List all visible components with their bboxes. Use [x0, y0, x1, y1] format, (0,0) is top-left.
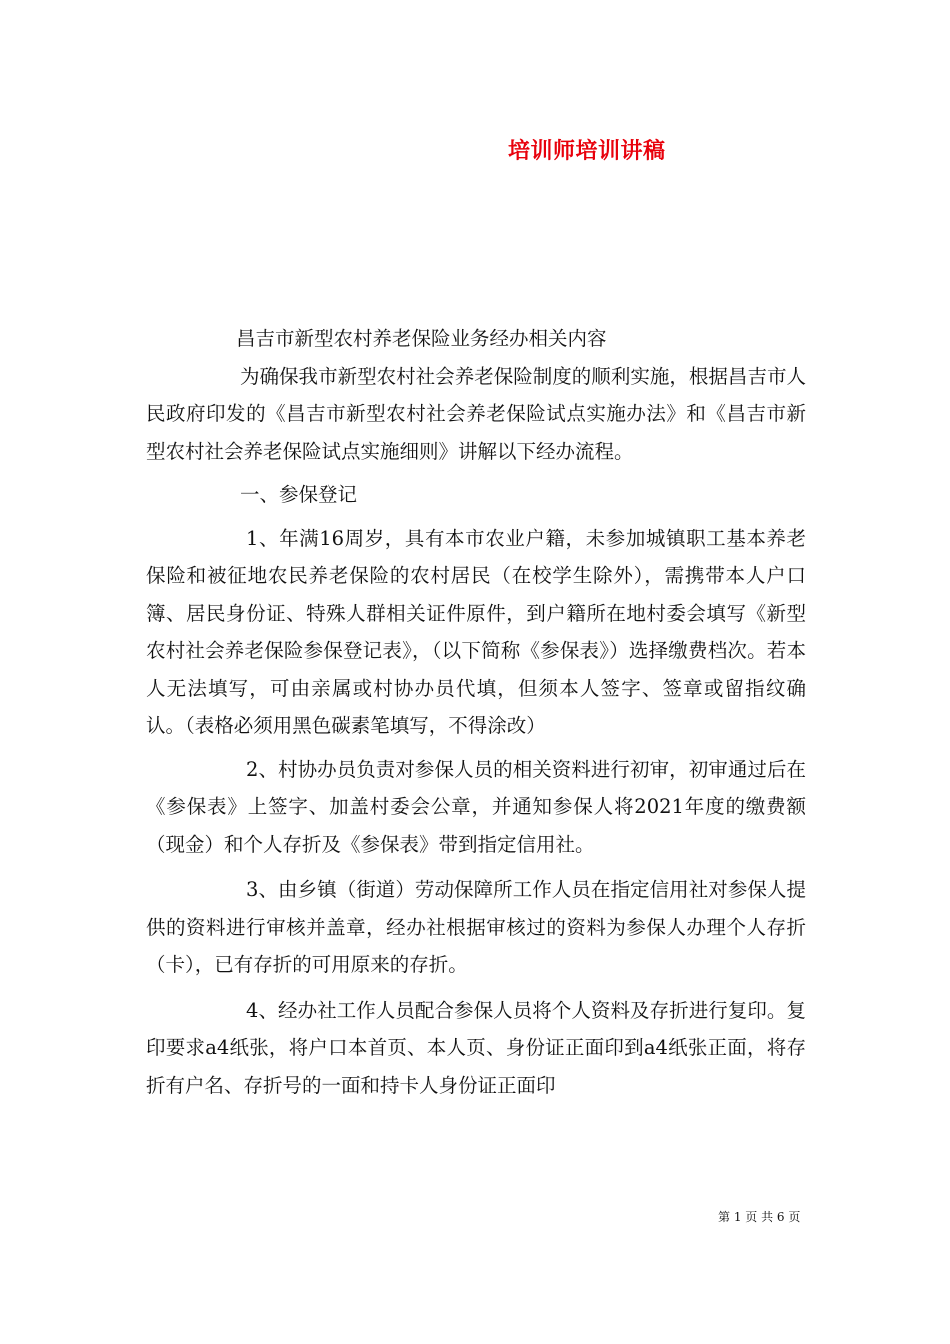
paragraph-item-2: 2、村协办员负责对参保人员的相关资料进行初审，初审通过后在《参保表》上签字、加盖村委会公章，并通知参保人将2021年度的缴费额（现金）和个人存折及《参保表》带到指定信用社。	[146, 757, 806, 856]
page-number: 第 1 页 共 6 页	[718, 1210, 801, 1224]
paragraph-item-1: 1、年满16周岁，具有本市农业户籍，未参加城镇职工基本养老保险和被征地农民养老保险的农村居民（在校学生除外），需携带本人户口簿、居民身份证、特殊人群相关证件原件，到户籍所在地村委会填写《新型农村社会养老保险参保登记表》，（以下简称《参保表》）选择缴费档次。若本人无法填写，可由亲属或村协办员代填，但须本人签字、签章或留指纹确认。（表格必须用黑色碳素笔填写，不得涂改）	[146, 526, 806, 737]
paragraph-item-4: 4、经办社工作人员配合参保人员将个人资料及存折进行复印。复印要求a4纸张，将户口本首页、本人页、身份证正面印到a4纸张正面，将存折有户名、存折号的一面和持卡人身份证正面印	[146, 998, 806, 1097]
section-heading-registration: 一、参保登记	[240, 483, 358, 506]
document-body	[146, 320, 806, 1104]
page-title: 培训师培训讲稿	[508, 139, 666, 164]
paragraph-item-3: 3、由乡镇（街道）劳动保障所工作人员在指定信用社对参保人提供的资料进行审核并盖章，经办社根据审核过的资料为参保人办理个人存折（卡），已有存折的可用原来的存折。	[146, 878, 806, 976]
document-subject: 昌吉市新型农村养老保险业务经办相关内容	[236, 327, 607, 350]
intro-paragraph: 为确保我市新型农村社会养老保险制度的顺利实施，根据昌吉市人民政府印发的《昌吉市新型农村社会养老保险试点实施办法》和《昌吉市新型农村社会养老保险试点实施细则》讲解以下经办流程。	[146, 364, 806, 463]
